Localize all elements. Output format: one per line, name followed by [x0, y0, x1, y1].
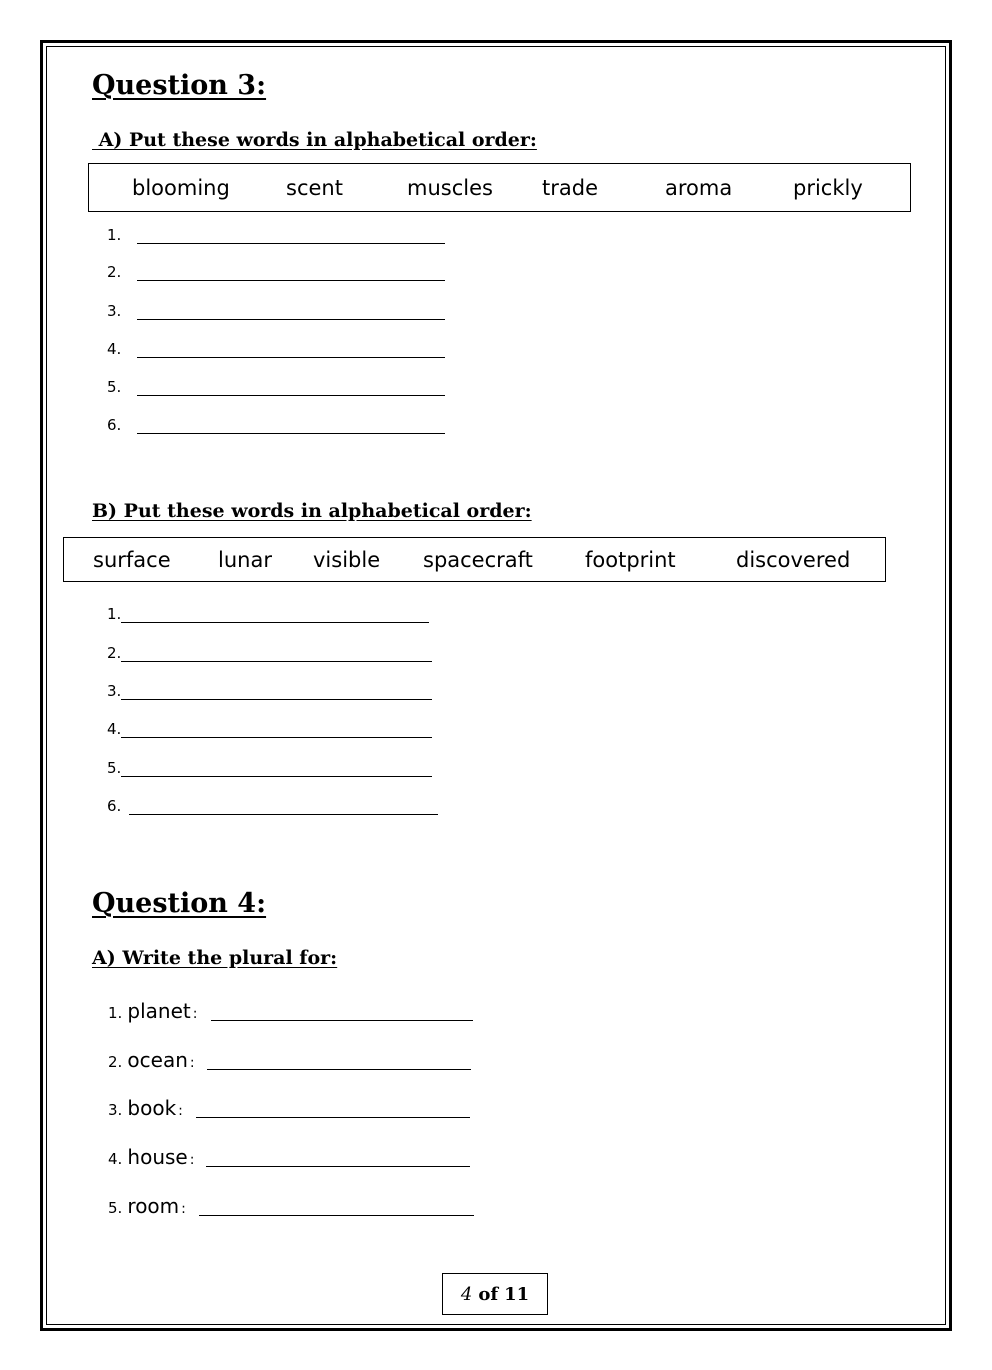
- word-bank-item: footprint: [585, 547, 676, 572]
- plural-answer-blank[interactable]: [206, 1166, 470, 1167]
- word-bank-item: prickly: [793, 175, 863, 200]
- answer-line-3a: 3.: [107, 302, 122, 320]
- answer-line-3a: 5.: [107, 378, 122, 396]
- plural-word: planet: [127, 999, 191, 1023]
- answer-line-3b: 4.: [107, 720, 122, 738]
- answer-blank[interactable]: [137, 243, 445, 244]
- word-bank-item: muscles: [407, 175, 493, 200]
- question-3-title: Question 3:: [92, 70, 267, 101]
- word-bank-item: scent: [286, 175, 343, 200]
- plural-answer-blank[interactable]: [211, 1020, 473, 1021]
- word-bank-item: trade: [542, 175, 598, 200]
- answer-blank[interactable]: [121, 776, 432, 777]
- plural-item: 2. ocean :: [108, 1048, 195, 1072]
- plural-item: 1. planet :: [108, 999, 198, 1023]
- word-bank-3b: [63, 537, 886, 582]
- answer-blank[interactable]: [137, 433, 445, 434]
- answer-blank[interactable]: [121, 661, 432, 662]
- page-number: [442, 1273, 548, 1315]
- answer-blank[interactable]: [137, 280, 445, 281]
- word-bank-item: visible: [313, 547, 381, 572]
- answer-line-3a: 2.: [107, 263, 122, 281]
- answer-line-3b: 1.: [107, 605, 122, 623]
- answer-line-3a: 6.: [107, 416, 122, 434]
- answer-blank[interactable]: [121, 699, 432, 700]
- question-4-title: Question 4:: [92, 888, 267, 919]
- word-bank-item: spacecraft: [423, 547, 533, 572]
- plural-item: 3. book :: [108, 1096, 183, 1120]
- question-4a-title: A) Write the plural for:: [92, 947, 338, 969]
- word-bank-item: lunar: [218, 547, 272, 572]
- answer-line-3b: 2.: [107, 644, 122, 662]
- plural-word: house: [127, 1145, 188, 1169]
- page-of-label: of: [478, 1283, 499, 1305]
- answer-blank[interactable]: [121, 737, 432, 738]
- answer-blank[interactable]: [137, 319, 445, 320]
- answer-blank[interactable]: [121, 622, 429, 623]
- total-pages: 11: [504, 1283, 530, 1305]
- answer-blank[interactable]: [137, 395, 445, 396]
- plural-answer-blank[interactable]: [199, 1215, 474, 1216]
- plural-word: room: [127, 1194, 180, 1218]
- plural-word: ocean: [127, 1048, 188, 1072]
- answer-line-3a: 1.: [107, 226, 122, 244]
- answer-line-3a: 4.: [107, 340, 122, 358]
- current-page: 4: [460, 1283, 473, 1305]
- page-border-inner: [46, 46, 946, 1325]
- word-bank-item: aroma: [665, 175, 733, 200]
- word-bank-item: discovered: [736, 547, 851, 572]
- answer-blank[interactable]: [137, 357, 445, 358]
- plural-item: 4. house :: [108, 1145, 195, 1169]
- answer-line-3b: 5.: [107, 759, 122, 777]
- word-bank-item: blooming: [132, 175, 230, 200]
- plural-answer-blank[interactable]: [196, 1117, 470, 1118]
- word-bank-3a: [88, 163, 911, 212]
- word-bank-item: surface: [93, 547, 171, 572]
- answer-blank[interactable]: [129, 814, 438, 815]
- question-3b-title: B) Put these words in alphabetical order:: [92, 500, 532, 522]
- plural-word: book: [127, 1096, 177, 1120]
- plural-answer-blank[interactable]: [207, 1069, 471, 1070]
- answer-line-3b: 6.: [107, 797, 122, 815]
- plural-item: 5. room :: [108, 1194, 186, 1218]
- question-3a-title: A) Put these words in alphabetical order:: [92, 129, 537, 151]
- answer-line-3b: 3.: [107, 682, 122, 700]
